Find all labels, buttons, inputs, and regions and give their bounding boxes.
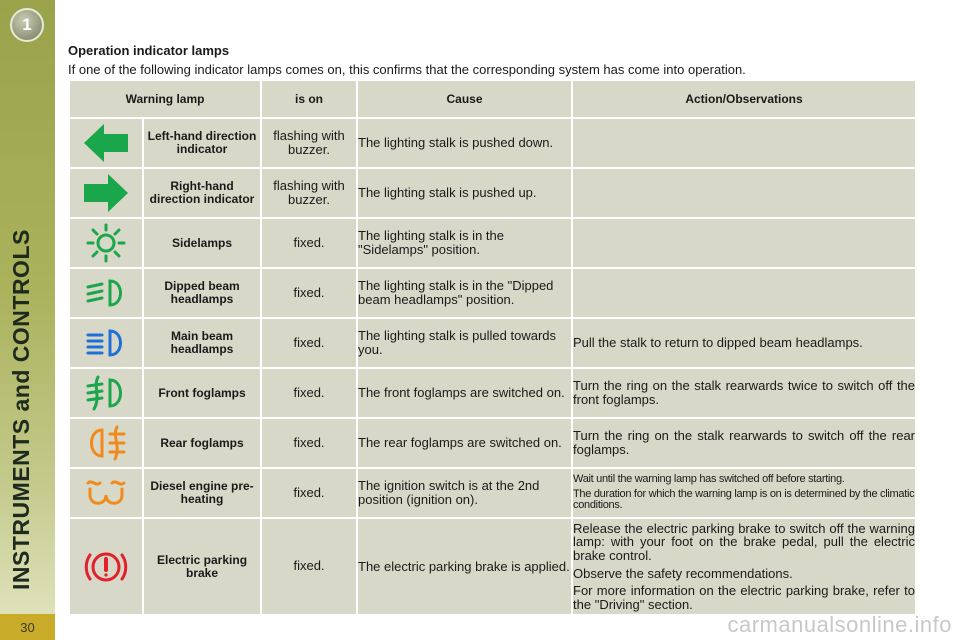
icon-cell bbox=[69, 168, 143, 218]
lamp-action bbox=[572, 218, 916, 268]
chapter-badge: 1 bbox=[10, 8, 44, 42]
lamp-name: Main beam headlamps bbox=[143, 318, 261, 368]
lamp-name: Diesel engine pre-heating bbox=[143, 468, 261, 518]
table-row bbox=[69, 418, 916, 468]
intro-text: If one of the following indicator lamps comes on, this confirms that the corresponding system has come into operation. bbox=[68, 62, 746, 77]
lamp-state: fixed. bbox=[261, 468, 357, 518]
lamp-cause: The electric parking brake is applied. bbox=[357, 518, 572, 615]
lamp-state: fixed. bbox=[261, 218, 357, 268]
lamp-cause: The lighting stalk is pushed up. bbox=[357, 168, 572, 218]
table-row bbox=[69, 268, 916, 318]
header-is-on: is on bbox=[261, 80, 357, 118]
lamp-state: flashing with buzzer. bbox=[261, 168, 357, 218]
icon-cell bbox=[69, 468, 143, 518]
icon-cell bbox=[69, 318, 143, 368]
lamp-cause: The ignition switch is at the 2nd position (ignition on). bbox=[357, 468, 572, 518]
main-beam-icon bbox=[84, 325, 128, 361]
front-foglamp-icon bbox=[84, 373, 128, 413]
table-row bbox=[69, 468, 916, 518]
action-text: For more information on the electric parking brake, refer to the "Driving" section. bbox=[573, 583, 916, 612]
lamp-cause: The lighting stalk is in the "Sidelamps" position. bbox=[357, 218, 572, 268]
lamp-cause: The lighting stalk is pulled towards you. bbox=[357, 318, 572, 368]
icon-cell bbox=[69, 368, 143, 418]
lamp-cause: The front foglamps are switched on. bbox=[357, 368, 572, 418]
action-text: Wait until the warning lamp has switched off before starting. bbox=[573, 473, 845, 486]
lamp-name: Dipped beam headlamps bbox=[143, 268, 261, 318]
lamp-cause: The lighting stalk is in the "Dipped beam headlamps" position. bbox=[357, 268, 572, 318]
action-text: Turn the ring on the stalk rearwards twice to switch off the front foglamps. bbox=[573, 378, 916, 407]
lamp-state: fixed. bbox=[261, 518, 357, 615]
lamp-state: fixed. bbox=[261, 418, 357, 468]
action-text: Release the electric parking brake to switch off the warning lamp: with your foot on the brake pedal, pull the electric brake control. bbox=[573, 520, 916, 563]
lamp-name: Electric parking brake bbox=[143, 518, 261, 615]
action-text: The duration for which the warning lamp is on is determined by the climatic conditions. bbox=[573, 487, 915, 512]
lamp-action bbox=[572, 118, 916, 168]
lamp-state: fixed. bbox=[261, 268, 357, 318]
lamp-state: fixed. bbox=[261, 318, 357, 368]
chapter-title: INSTRUMENTS and CONTROLS bbox=[8, 229, 34, 590]
lamp-cause: The lighting stalk is pushed down. bbox=[357, 118, 572, 168]
parking-brake-icon bbox=[83, 546, 129, 588]
lamp-action bbox=[572, 318, 916, 368]
lamp-action bbox=[572, 418, 916, 468]
rear-foglamp-icon bbox=[84, 423, 128, 463]
icon-cell bbox=[69, 418, 143, 468]
dipped-beam-icon bbox=[84, 275, 128, 311]
table-row bbox=[69, 368, 916, 418]
indicator-lamps-table bbox=[68, 79, 917, 616]
sidebar bbox=[0, 0, 55, 640]
lamp-name: Rear foglamps bbox=[143, 418, 261, 468]
left-arrow-icon bbox=[82, 122, 130, 164]
section-heading: Operation indicator lamps bbox=[68, 43, 230, 58]
lamp-name: Left-hand direction indicator bbox=[143, 118, 261, 168]
lamp-action bbox=[572, 468, 916, 518]
table-row bbox=[69, 118, 916, 168]
lamp-name: Front foglamps bbox=[143, 368, 261, 418]
icon-cell bbox=[69, 268, 143, 318]
table-row bbox=[69, 518, 916, 615]
lamp-action bbox=[572, 518, 916, 615]
lamp-action bbox=[572, 268, 916, 318]
page-number: 30 bbox=[0, 614, 55, 640]
lamp-action bbox=[572, 168, 916, 218]
action-text: Turn the ring on the stalk rearwards to switch off the rear foglamps. bbox=[573, 428, 916, 457]
table-row bbox=[69, 168, 916, 218]
icon-cell bbox=[69, 118, 143, 168]
action-text: Observe the safety recommendations. bbox=[573, 565, 793, 581]
header-warning-lamp: Warning lamp bbox=[69, 80, 261, 118]
sidelamps-icon bbox=[84, 222, 128, 264]
preheating-icon bbox=[82, 475, 130, 511]
lamp-name: Sidelamps bbox=[143, 218, 261, 268]
lamp-action bbox=[572, 368, 916, 418]
table-row bbox=[69, 318, 916, 368]
action-text: Pull the stalk to return to dipped beam headlamps. bbox=[573, 335, 863, 351]
lamp-state: flashing with buzzer. bbox=[261, 118, 357, 168]
header-action: Action/Observations bbox=[572, 80, 916, 118]
lamp-cause: The rear foglamps are switched on. bbox=[357, 418, 572, 468]
icon-cell bbox=[69, 518, 143, 615]
watermark: carmanualsonline.info bbox=[727, 612, 952, 637]
right-arrow-icon bbox=[82, 172, 130, 214]
lamp-state: fixed. bbox=[261, 368, 357, 418]
table-header-row bbox=[69, 80, 916, 118]
icon-cell bbox=[69, 218, 143, 268]
lamp-name: Right-hand direction indicator bbox=[143, 168, 261, 218]
header-cause: Cause bbox=[357, 80, 572, 118]
table-row bbox=[69, 218, 916, 268]
